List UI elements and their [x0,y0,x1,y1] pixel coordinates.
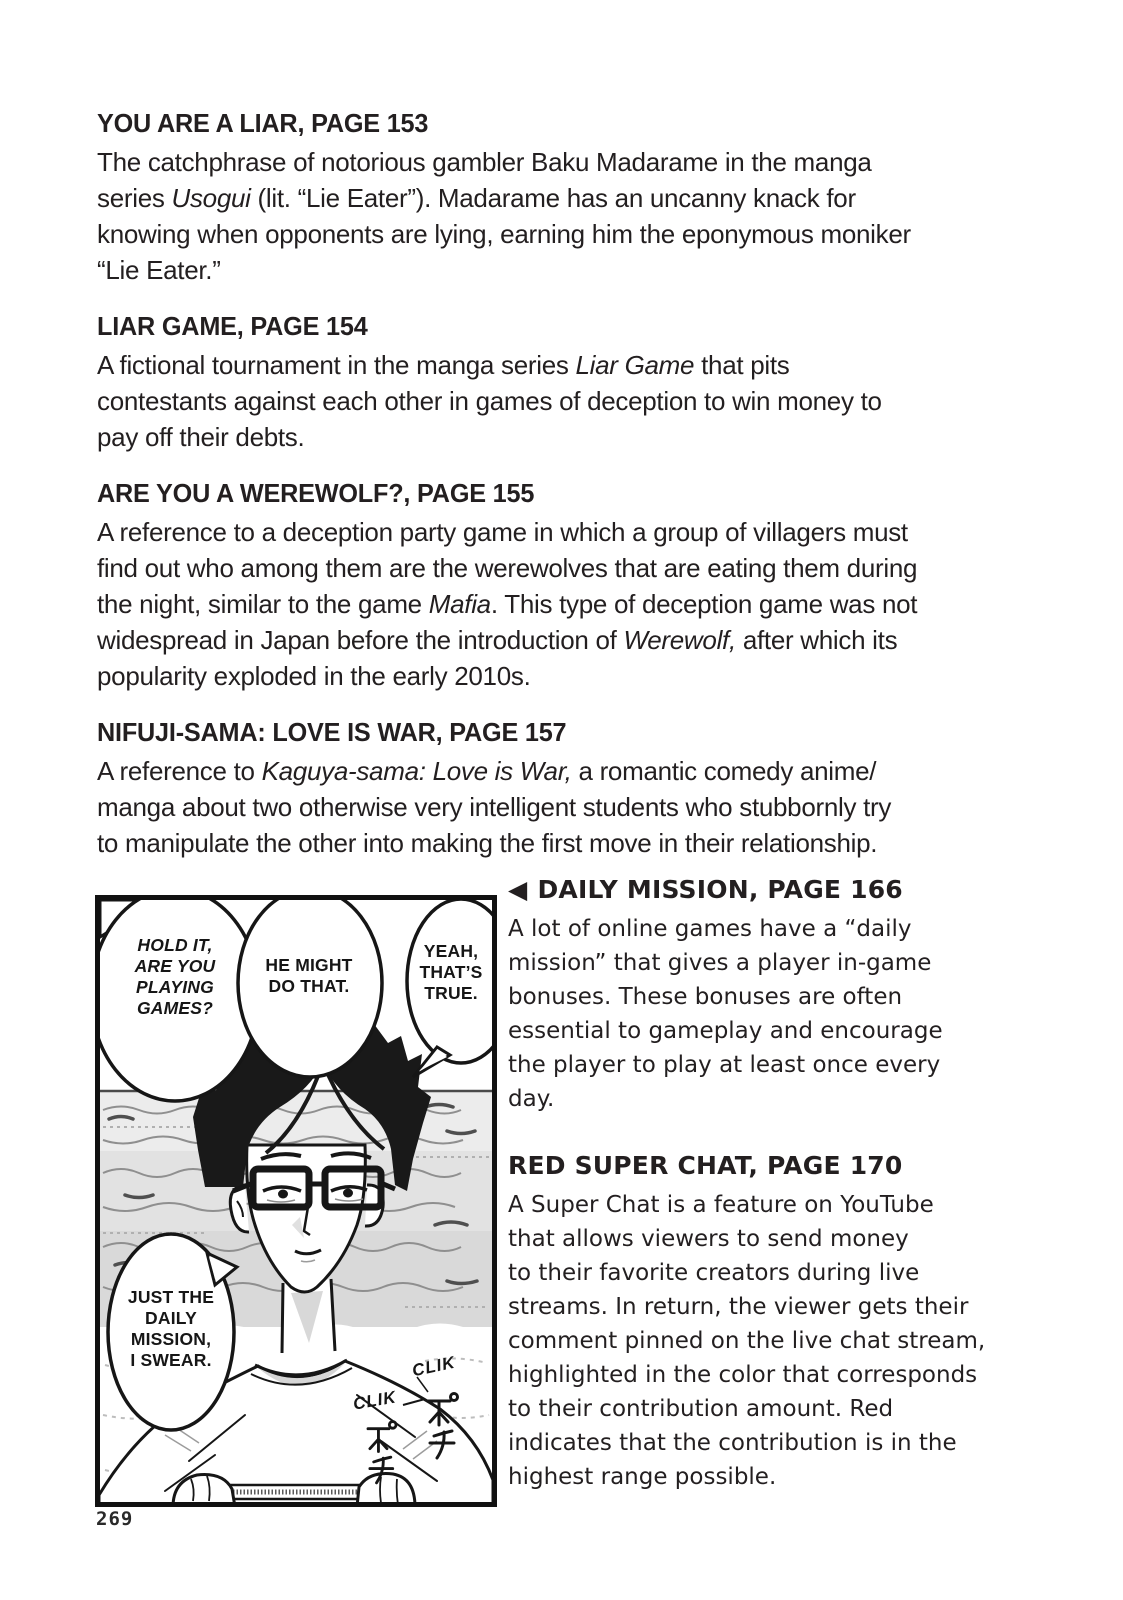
entry-heading [97,311,999,342]
entry-body [508,912,1024,1116]
text-line [97,789,1027,825]
speech-bubble-yeah-true: YEAH, THAT’S TRUE. [419,941,483,1003]
text-run: to manipulate the other into making the first move in their relationship. [97,828,878,858]
text-run: that allows viewers to send money [508,1226,909,1252]
speech-bubble-he-might: HE MIGHT DO THAT. [265,955,353,996]
text-run: find out who among them are the werewolves that are eating them during [97,553,918,583]
text-run: knowing when opponents are lying, earning him the eponymous moniker [97,219,911,249]
text-line [508,980,1024,1014]
text-run: the player to play at least once every [508,1052,941,1078]
text-run: to their favorite creators during live [508,1260,920,1286]
text-run: a romantic comedy anime/ [571,756,877,786]
entry-heading-text: YOU ARE A LIAR, PAGE 153 [97,108,429,138]
entry-heading-text: LIAR GAME, PAGE 154 [97,311,368,341]
text-run: that pits [694,350,790,380]
entry-heading [97,717,999,748]
entry-body [97,514,1027,694]
text-line [97,180,1027,216]
text-line [97,550,1027,586]
text-run: highest range possible. [508,1464,777,1490]
manga-panel [95,895,497,1507]
glossary-entry-liar-game [97,311,1027,455]
entry-heading [97,108,999,139]
text-line [97,419,1027,455]
entry-body [97,347,1027,455]
sfx-clik-1: CLIK [410,1352,458,1381]
text-line [508,1290,1024,1324]
text-line [97,586,1027,622]
text-line [508,912,1024,946]
text-run: highlighted in the color that corresponds [508,1362,978,1388]
text-line [508,1358,1024,1392]
left-arrow-icon: ◀ [508,875,528,904]
text-run: (lit. “Lie Eater”). Madarame has an uncanny knack for [250,183,856,213]
text-line [508,1222,1024,1256]
text-line [508,1048,1024,1082]
text-run: after which its [735,625,898,655]
entry-heading-text: ARE YOU A WEREWOLF?, PAGE 155 [97,478,535,508]
text-line [508,1256,1024,1290]
text-line [97,753,1027,789]
text-line [97,658,1027,694]
text-run: mission” that gives a player in-game [508,950,932,976]
text-run: . This type of deception game was not [490,589,918,619]
speech-bubble-hold-it: HOLD IT, ARE YOU PLAYING GAMES? [134,935,216,1018]
text-run: manga about two otherwise very intelligent students who stubbornly try [97,792,892,822]
italic-text-run: Usogui [171,183,251,213]
entry-heading [97,478,999,509]
text-line [97,347,1027,383]
text-run: to their contribution amount. Red [508,1396,894,1422]
glossary-top-column [97,108,1027,884]
glossary-entry-nifuji-sama [97,717,1027,861]
text-run: series [97,183,172,213]
text-run: The catchphrase of notorious gambler Baku Madarame in the manga [97,147,872,177]
glossary-right-column [508,874,1024,1494]
text-run: contestants against each other in games of deception to win money to [97,386,882,416]
text-run: A Super Chat is a feature on YouTube [508,1192,934,1218]
text-run: day. [508,1086,555,1112]
italic-text-run: Liar Game [575,350,695,380]
text-run: the night, similar to the game [97,589,429,619]
entry-body [97,753,1027,861]
text-line [97,825,1027,861]
italic-text-run: Kaguya-sama: Love is War, [261,756,572,786]
text-line [97,514,1027,550]
text-line [508,1392,1024,1426]
text-run: streams. In return, the viewer gets their [508,1294,969,1320]
entry-heading [508,1150,1024,1182]
text-line [508,1082,1024,1116]
text-run: A reference to [97,756,262,786]
text-line [508,1460,1024,1494]
text-run: A fictional tournament in the manga series [97,350,576,380]
text-run: “Lie Eater.” [97,255,221,285]
entry-body [508,1188,1024,1494]
entry-heading-text: RED SUPER CHAT, PAGE 170 [508,1151,903,1180]
italic-text-run: Werewolf, [623,625,736,655]
text-run: A lot of online games have a “daily [508,916,912,942]
text-line [508,1014,1024,1048]
text-line [97,383,1027,419]
text-run: comment pinned on the live chat stream, [508,1328,986,1354]
text-line [97,252,1027,288]
glossary-entry-daily-mission [508,874,1024,1116]
text-run: A reference to a deception party game in which a group of villagers must [97,517,908,547]
entry-heading-text: NIFUJI-SAMA: LOVE IS WAR, PAGE 157 [97,717,567,747]
text-run: bonuses. These bonuses are often [508,984,903,1010]
sfx-clik-2: CLIK [351,1387,398,1414]
text-line [508,1426,1024,1460]
glossary-entry-are-you-a-werewolf [97,478,1027,694]
text-line [508,946,1024,980]
text-line [97,216,1027,252]
text-line [508,1324,1024,1358]
glossary-entry-red-super-chat [508,1150,1024,1494]
text-line [97,622,1027,658]
entry-heading [508,874,1024,906]
text-line [97,144,1027,180]
entry-body [97,144,1027,288]
glossary-entry-you-are-a-liar [97,108,1027,288]
text-run: essential to gameplay and encourage [508,1018,943,1044]
text-run: popularity exploded in the early 2010s. [97,661,531,691]
text-line [508,1188,1024,1222]
speech-bubble-daily-mission: JUST THE DAILY MISSION, I SWEAR. [127,1287,215,1370]
text-run: widespread in Japan before the introduction of [97,625,624,655]
text-run: indicates that the contribution is in the [508,1430,957,1456]
page-number: 269 [96,1508,134,1530]
text-run: pay off their debts. [97,422,305,452]
italic-text-run: Mafia [428,589,491,619]
entry-heading-text: DAILY MISSION, PAGE 166 [537,875,903,904]
